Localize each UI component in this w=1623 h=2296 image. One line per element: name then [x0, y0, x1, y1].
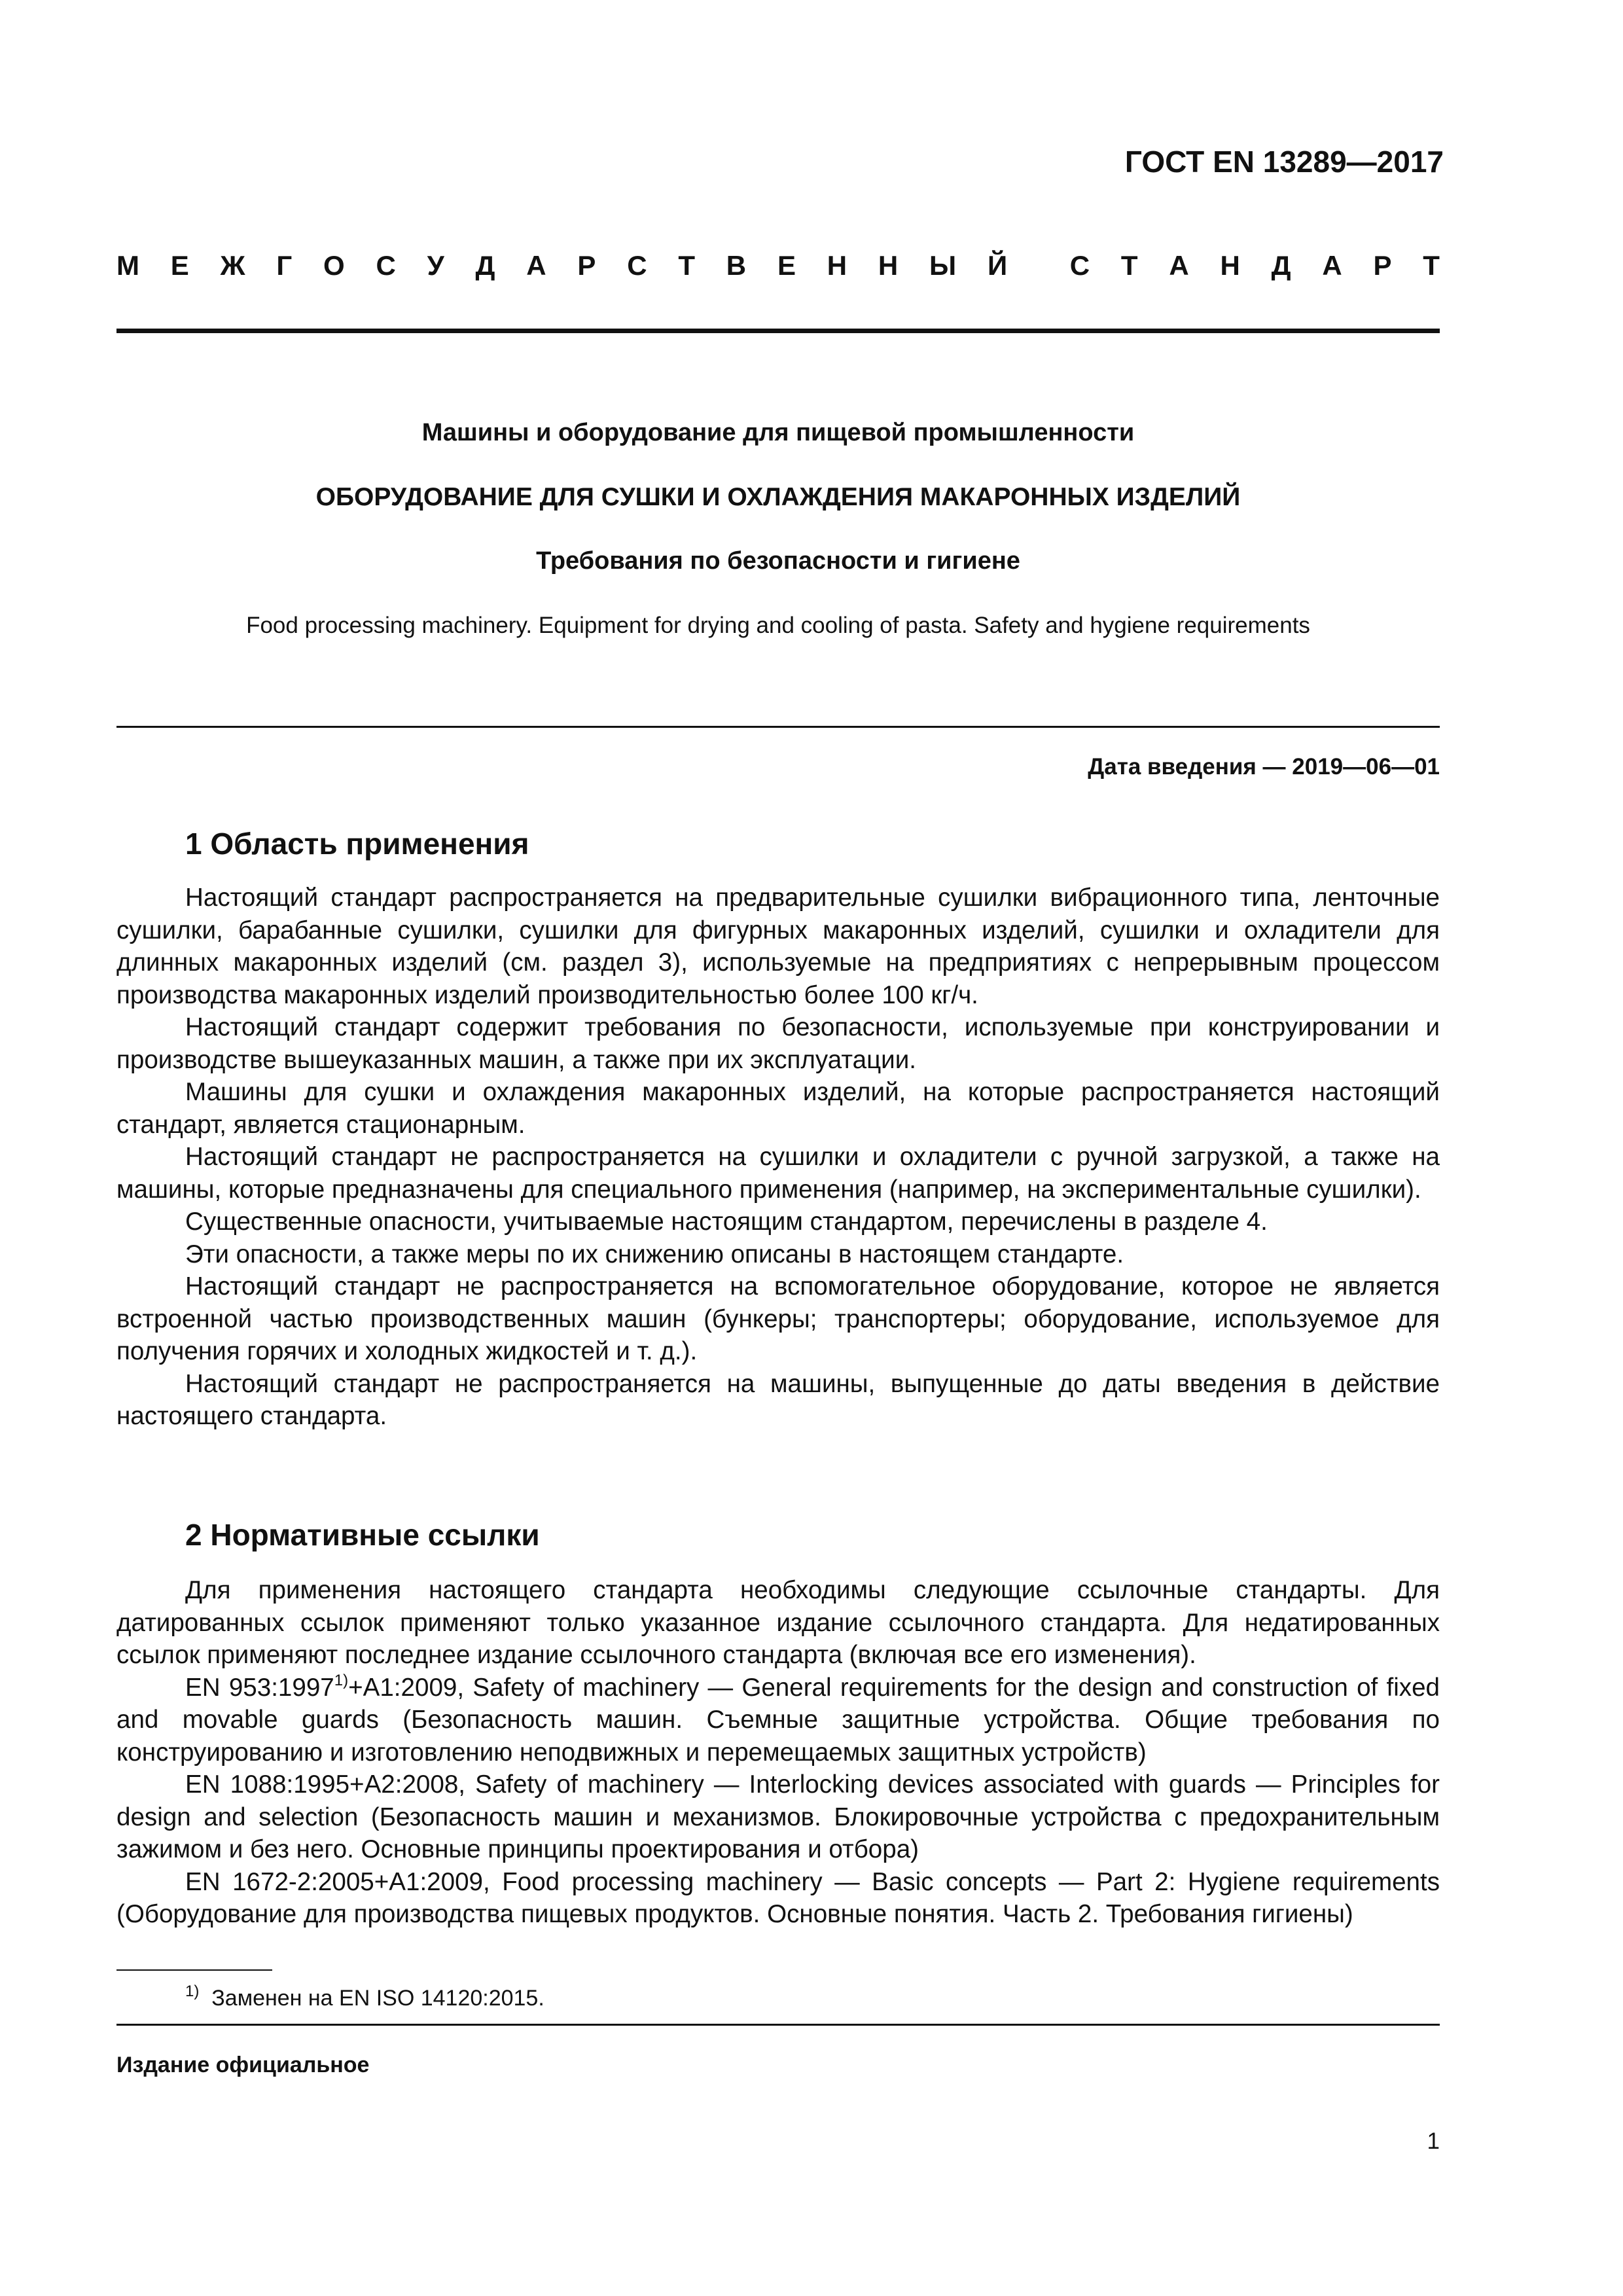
header-letter: Г [276, 250, 293, 281]
edition-label: Издание официальное [116, 2053, 370, 2077]
paragraph: Настоящий стандарт содержит требования по безопасности, используемые при конструировании и производстве вышеуказанных машин, а также при их эксплуатации. [116, 1013, 1440, 1074]
paragraph: Машины для сушки и охлаждения макаронных изделий, на которые распространяется настоящий стандарт, является стационарным. [116, 1078, 1440, 1139]
header-letter: Е [777, 250, 796, 281]
header-letter: Т [1120, 250, 1138, 281]
standard-type-header [116, 250, 1440, 281]
header-letter: Р [577, 250, 596, 281]
header-letter: С [376, 250, 396, 281]
reference-code: EN 953:1997 [185, 1673, 334, 1702]
header-letter: У [427, 250, 444, 281]
header-letter: Ж [220, 250, 245, 281]
header-letter: Й [987, 250, 1008, 281]
reference-item [116, 1672, 1440, 1769]
header-letter: Н [1220, 250, 1240, 281]
paragraph: Настоящий стандарт не распространяется на сушилки и охладители с ручной загрузкой, а также на машины, которые предназначены для специального применения (например, на экспериментальные сушилки). [116, 1143, 1440, 1204]
section-1-heading: 1 Область применения [185, 827, 529, 861]
reference-item: EN 1672-2:2005+A1:2009, Food processing machinery — Basic concepts — Part 2: Hygiene requirements (Оборудование для производства пищевых продуктов. Основные понятия. Часть 2. Требования гигиены) [116, 1867, 1440, 1928]
paragraph: Настоящий стандарт распространяется на предварительные сушилки вибрационного типа, ленточные сушилки, барабанные сушилки, сушилки для фигурных макаронных изделий, сушилки и охладители для длинных макаронных изделий (см. раздел 3), используемые на предприятиях с непрерывным процессом производства макаронных изделий производительностью более 100 кг/ч. [116, 884, 1440, 1009]
header-letter: С [1069, 250, 1090, 281]
title-category: Машины и оборудование для пищевой промышленности [421, 419, 1135, 446]
section-2-body [116, 1574, 1440, 1931]
header-letter: А [1322, 250, 1342, 281]
footnote-divider [116, 1969, 272, 1971]
header-letter: Н [827, 250, 847, 281]
title-subtitle: Требования по безопасности и гигиене [536, 547, 1020, 575]
paragraph: Эти опасности, а также меры по их снижению описаны в настоящем стандарте. [185, 1240, 1124, 1268]
document-code: ГОСТ EN 13289—2017 [1124, 145, 1444, 179]
header-divider [116, 329, 1440, 333]
paragraph: Для применения настоящего стандарта необходимы следующие ссылочные стандарты. Для датированных ссылок применяют только указанное издание ссылочного стандарта. Для недатированных ссылок применяют последнее издание ссылочного стандарта (включая все его изменения). [116, 1576, 1440, 1669]
header-letter: Ы [929, 250, 957, 281]
title-divider [116, 726, 1440, 728]
header-letter: Н [878, 250, 899, 281]
section-1-body [116, 882, 1440, 1433]
header-letter: В [726, 250, 747, 281]
footnote-text: Заменен на EN ISO 14120:2015. [211, 1986, 544, 2011]
paragraph: Существенные опасности, учитываемые настоящим стандартом, перечислены в разделе 4. [185, 1208, 1268, 1236]
header-letter: А [526, 250, 546, 281]
header-letter: Д [475, 250, 495, 281]
section-2-heading: 2 Нормативные ссылки [185, 1518, 540, 1552]
header-letter: А [1169, 250, 1189, 281]
header-letter: Е [170, 250, 189, 281]
header-letter: О [323, 250, 345, 281]
header-letter: Т [1423, 250, 1440, 281]
title-english: Food processing machinery. Equipment for drying and cooling of pasta. Safety and hygiene requirements [246, 613, 1310, 638]
header-letter: Д [1271, 250, 1291, 281]
footer-divider [116, 2024, 1440, 2026]
paragraph: Настоящий стандарт не распространяется на вспомогательное оборудование, которое не является встроенной частью производственных машин (бункеры; транспортеры; оборудование, используемое для получения горячих и холодных жидкостей и т. д.). [116, 1272, 1440, 1365]
footnote-marker: 1) [334, 1671, 349, 1689]
page-number: 1 [1427, 2128, 1440, 2154]
header-letter: М [116, 250, 139, 281]
reference-text: +A1:2009, Safety of machinery — General requirements for the design and construction of fixed and movable guards (Безопасность машин. Съемные защитные устройства. Общие требования по конструированию и изготовлению неподвижных и перемещаемых защитных устройств) [116, 1673, 1440, 1767]
reference-item: EN 1088:1995+A2:2008, Safety of machinery — Interlocking devices associated with guards — Principles for design and selection (Безопасность машин и механизмов. Блокировочные устройства с предохранительным зажимом и без него. Основные принципы проектирования и отбора) [116, 1770, 1440, 1863]
paragraph: Настоящий стандарт не распространяется на машины, выпущенные до даты введения в действие настоящего стандарта. [116, 1369, 1440, 1430]
footnote-marker: 1) [185, 1982, 200, 2000]
header-letter: Т [678, 250, 695, 281]
date-of-introduction: Дата введения — 2019—06—01 [1088, 754, 1440, 780]
title-main: ОБОРУДОВАНИЕ ДЛЯ СУШКИ И ОХЛАЖДЕНИЯ МАКАРОННЫХ ИЗДЕЛИЙ [315, 483, 1241, 511]
header-letter: Р [1373, 250, 1392, 281]
footnote [185, 1982, 544, 2011]
header-letter: С [627, 250, 647, 281]
